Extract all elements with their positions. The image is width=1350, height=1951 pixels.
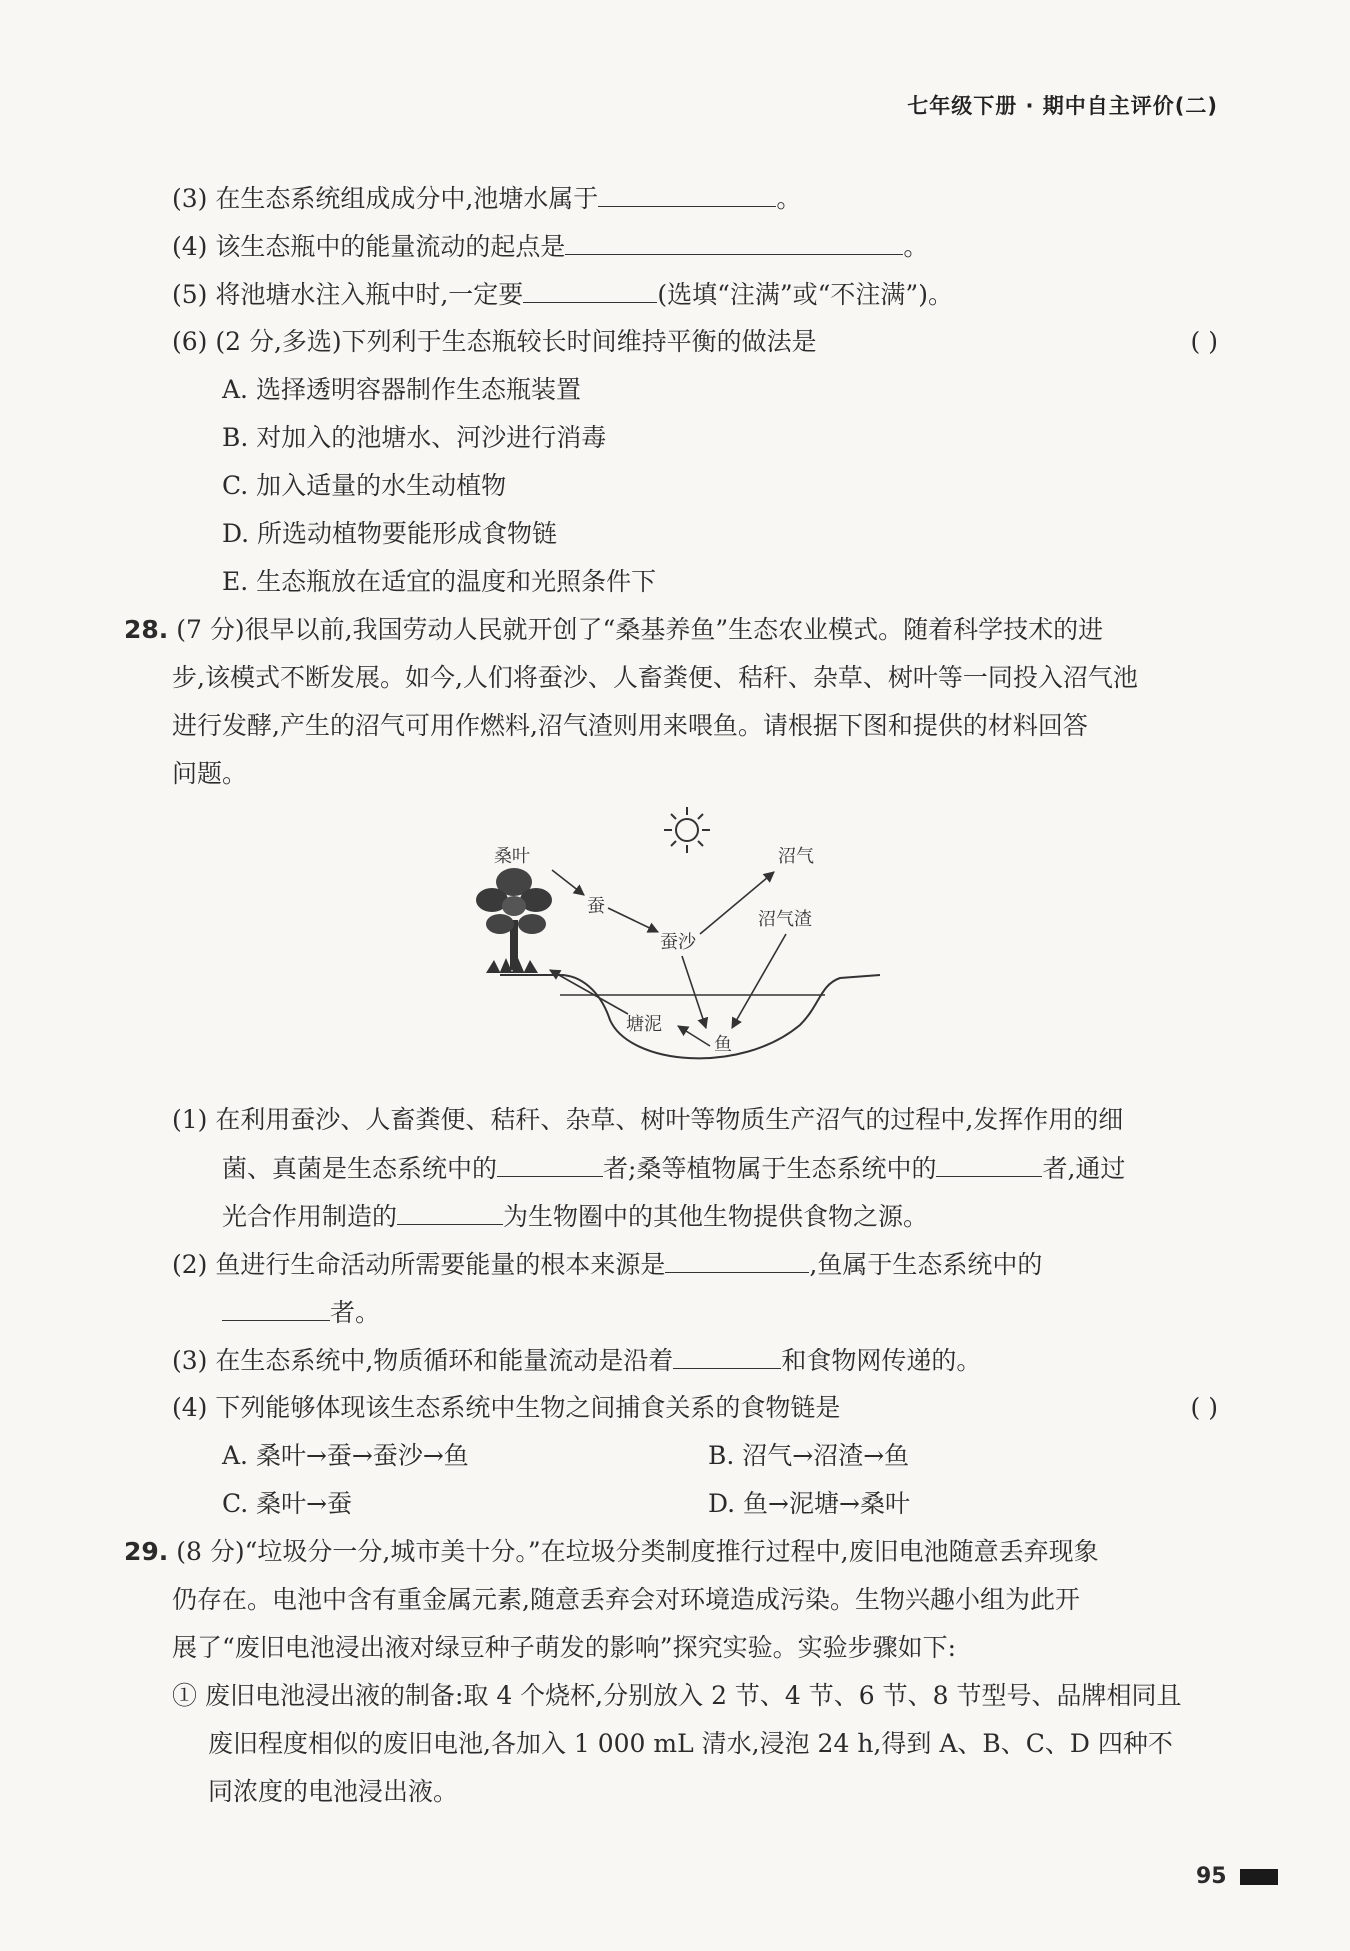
q27-sub4 bbox=[172, 228, 928, 265]
page-number-bar bbox=[1240, 1869, 1278, 1885]
q27-sub6: (6) (2 分,多选)下列利于生态瓶较长时间维持平衡的做法是 bbox=[172, 327, 817, 356]
option-c: C. 加入适量的水生动植物 bbox=[222, 471, 507, 500]
question-number: 29. bbox=[124, 1537, 169, 1566]
q28-sub1-text-a: 菌、真菌是生态系统中的 bbox=[222, 1154, 498, 1183]
q28-sub3-text-a: (3) 在生态系统中,物质循环和能量流动是沿着 bbox=[172, 1346, 674, 1375]
q28-intro-line1 bbox=[124, 612, 1103, 648]
q27-sub3 bbox=[172, 180, 801, 217]
arrow-residue-to-fish bbox=[732, 934, 786, 1028]
option-b: B. 对加入的池塘水、河沙进行消毒 bbox=[222, 423, 607, 452]
q28-intro-text: (7 分)很早以前,我国劳动人民就开创了“桑基养鱼”生态农业模式。随着科学技术的进 bbox=[176, 615, 1104, 644]
q29-intro-line2: 仍存在。电池中含有重金属元素,随意丢弃会对环境造成污染。生物兴趣小组为此开 bbox=[172, 1585, 1080, 1614]
q27-sub3-text: (3) 在生态系统组成成分中,池塘水属于 bbox=[172, 184, 599, 213]
arrow-fish-to-mud bbox=[678, 1026, 710, 1046]
q28-sub4: (4) 下列能够体现该生态系统中生物之间捕食关系的食物链是 bbox=[172, 1393, 841, 1422]
arrow-leaf-to-silkworm bbox=[552, 870, 584, 895]
q27-sub4-end: 。 bbox=[903, 232, 929, 261]
q29-intro-line1 bbox=[124, 1534, 1099, 1570]
q29-step1-line2: 废旧程度相似的废旧电池,各加入 1 000 mL 清水,浸泡 24 h,得到 A、B、C、D 四种不 bbox=[208, 1729, 1173, 1758]
arrow-droppings-to-fish bbox=[682, 956, 706, 1028]
label-mulberry-leaf: 桑叶 bbox=[494, 846, 530, 867]
q29-intro-text: (8 分)“垃圾分一分,城市美十分。”在垃圾分类制度推行过程中,废旧电池随意丢弃现象 bbox=[176, 1537, 1099, 1566]
q27-sub4-text: (4) 该生态瓶中的能量流动的起点是 bbox=[172, 232, 566, 261]
option-e: E. 生态瓶放在适宜的温度和光照条件下 bbox=[222, 567, 657, 596]
arrow-mud-to-tree bbox=[550, 970, 628, 1014]
sun-icon bbox=[664, 807, 710, 853]
q28-sub2-line2 bbox=[222, 1294, 380, 1331]
answer-blank[interactable] bbox=[222, 1294, 330, 1321]
q28-sub2-text-b: ,鱼属于生态系统中的 bbox=[809, 1250, 1043, 1279]
q28-intro-line4: 问题。 bbox=[172, 759, 248, 788]
q28-option-d: D. 鱼→泥塘→桑叶 bbox=[708, 1489, 910, 1518]
page-number: 95 bbox=[1196, 1864, 1227, 1889]
question-number: 28. bbox=[124, 615, 169, 644]
q29-step1-line1: ① 废旧电池浸出液的制备:取 4 个烧杯,分别放入 2 节、4 节、6 节、8 节型号、品牌相同且 bbox=[172, 1681, 1182, 1710]
q28-sub1-text-b: 者;桑等植物属于生态系统中的 bbox=[603, 1154, 937, 1183]
answer-blank[interactable] bbox=[397, 1198, 503, 1225]
q28-sub1-text-d: 光合作用制造的 bbox=[222, 1202, 398, 1231]
q27-sub3-end: 。 bbox=[776, 184, 802, 213]
label-silkworm-droppings: 蚕沙 bbox=[660, 932, 696, 953]
arrow-silkworm-to-droppings bbox=[608, 908, 658, 932]
label-biogas: 沼气 bbox=[778, 846, 814, 867]
option-a: A. 选择透明容器制作生态瓶装置 bbox=[222, 375, 581, 404]
q28-sub1-line3 bbox=[222, 1198, 928, 1235]
mulberry-tree-icon bbox=[476, 868, 552, 973]
q28-option-c: C. 桑叶→蚕 bbox=[222, 1489, 353, 1518]
q27-sub5-text: (5) 将池塘水注入瓶中时,一定要 bbox=[172, 280, 524, 309]
answer-blank[interactable] bbox=[565, 228, 903, 255]
answer-blank[interactable] bbox=[936, 1150, 1042, 1177]
label-biogas-residue: 沼气渣 bbox=[758, 909, 812, 930]
q28-sub1-text-c: 者,通过 bbox=[1042, 1154, 1126, 1183]
q27-sub5-end: (选填“注满”或“不注满”)。 bbox=[657, 280, 953, 309]
q28-sub2-line1 bbox=[172, 1246, 1042, 1283]
answer-blank[interactable] bbox=[497, 1150, 603, 1177]
q28-sub3-text-b: 和食物网传递的。 bbox=[781, 1346, 982, 1375]
option-d: D. 所选动植物要能形成食物链 bbox=[222, 519, 558, 548]
q28-intro-line3: 进行发酵,产生的沼气可用作燃料,沼气渣则用来喂鱼。请根据下图和提供的材料回答 bbox=[172, 711, 1088, 740]
label-silkworm: 蚕 bbox=[587, 896, 605, 917]
q28-sub1-line1: (1) 在利用蚕沙、人畜粪便、秸秆、杂草、树叶等物质生产沼气的过程中,发挥作用的细 bbox=[172, 1105, 1124, 1134]
q29-step1-line3: 同浓度的电池浸出液。 bbox=[208, 1777, 459, 1806]
answer-blank[interactable] bbox=[523, 276, 657, 303]
q28-option-a: A. 桑叶→蚕→蚕沙→鱼 bbox=[222, 1441, 469, 1470]
label-fish: 鱼 bbox=[714, 1034, 732, 1055]
q28-sub2-text-c: 者。 bbox=[330, 1298, 381, 1327]
answer-parentheses[interactable]: ( ) bbox=[1190, 1393, 1218, 1422]
q28-intro-line2: 步,该模式不断发展。如今,人们将蚕沙、人畜粪便、秸秆、杂草、树叶等一同投入沼气池 bbox=[172, 663, 1138, 692]
q27-sub5 bbox=[172, 276, 953, 313]
ecosystem-diagram bbox=[460, 800, 890, 1095]
q28-sub1-line2 bbox=[222, 1150, 1125, 1187]
answer-blank[interactable] bbox=[665, 1246, 809, 1273]
q28-sub1-text-e: 为生物圈中的其他生物提供食物之源。 bbox=[503, 1202, 929, 1231]
answer-parentheses[interactable]: ( ) bbox=[1190, 327, 1218, 356]
answer-blank[interactable] bbox=[598, 180, 776, 207]
q28-option-b: B. 沼气→沼渣→鱼 bbox=[708, 1441, 910, 1470]
q28-sub3 bbox=[172, 1342, 981, 1379]
q28-sub2-text-a: (2) 鱼进行生命活动所需要能量的根本来源是 bbox=[172, 1250, 666, 1279]
answer-blank[interactable] bbox=[673, 1342, 781, 1369]
label-pond-mud: 塘泥 bbox=[626, 1014, 662, 1035]
page-header: 七年级下册 · 期中自主评价(二) bbox=[907, 94, 1218, 118]
q29-intro-line3: 展了“废旧电池浸出液对绿豆种子萌发的影响”探究实验。实验步骤如下: bbox=[172, 1633, 956, 1662]
